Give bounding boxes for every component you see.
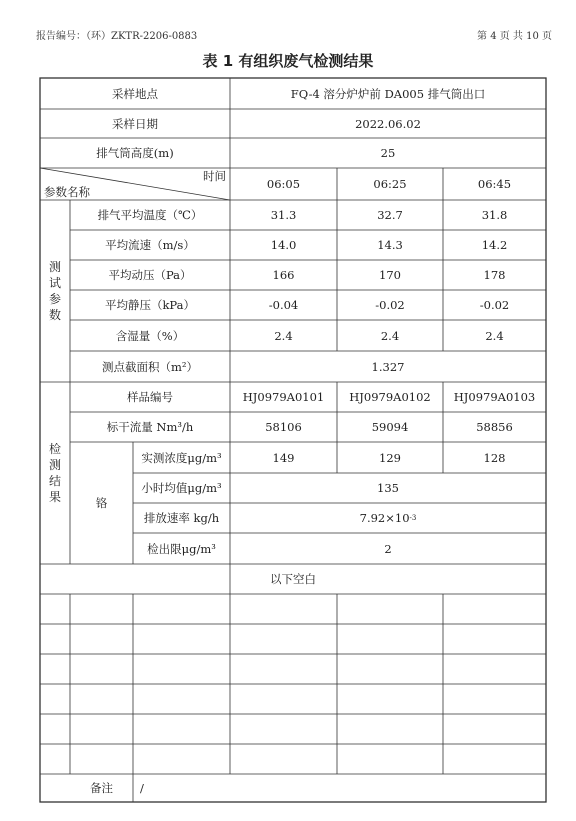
test-params-group-label: 测 试 参 数: [48, 260, 61, 322]
corner-param-label: 参数名称: [44, 184, 90, 199]
conc-value: 129: [379, 450, 401, 465]
param-value: 32.7: [377, 208, 403, 222]
param-value: -0.02: [479, 298, 510, 312]
conc-value: 149: [272, 450, 295, 465]
report-number: 报告编号：（环）ZKTR-2206-0883: [36, 31, 198, 42]
param-value: 31.3: [270, 208, 297, 222]
flow-value: 59094: [371, 420, 409, 434]
time-header: 06:25: [373, 177, 407, 191]
param-label: 平均流速（m/s）: [105, 238, 195, 252]
page-indicator: 第 4 页 共 10 页: [477, 31, 552, 42]
param-value: 178: [483, 268, 506, 282]
flow-label: 标干流量 Nm³/h: [106, 420, 194, 434]
param-value: 14.3: [377, 238, 403, 252]
sample-no-label: 样品编号: [127, 390, 173, 404]
remark-label: 备注: [90, 781, 113, 795]
rate-value-exponent: -3: [409, 514, 417, 522]
sampling-site-label: 采样地点: [112, 86, 158, 101]
flow-value: 58856: [476, 420, 513, 434]
stack-height-value: 25: [380, 146, 396, 160]
param-value: 14.2: [481, 238, 508, 252]
param-value: 2.4: [380, 328, 400, 343]
param-value: 170: [379, 268, 401, 282]
element-label: 铬: [95, 496, 108, 510]
flow-value: 58106: [265, 420, 302, 434]
sampling-site-value: FQ-4 溶分炉炉前 DA005 排气筒出口: [290, 86, 486, 101]
param-value: 166: [272, 268, 295, 282]
param-label: 平均动压（Pa）: [108, 268, 192, 282]
hourly-label: 小时均值μg/m³: [141, 481, 222, 495]
hourly-value: 135: [377, 481, 399, 495]
blank-below-marker: 以下空白: [270, 572, 316, 586]
time-header: 06:45: [477, 177, 512, 191]
sampling-date-value: 2022.06.02: [355, 116, 421, 131]
param-value: 2.4: [274, 328, 293, 343]
rate-value: [230, 503, 546, 533]
param-value: 31.8: [481, 208, 508, 222]
table-title: 表 1 有组织废气检测结果: [202, 52, 374, 70]
corner-time-label: 时间: [203, 169, 226, 183]
detection-limit-label: 检出限μg/m³: [147, 541, 216, 556]
conc-value: 128: [483, 450, 506, 465]
area-value: 1.327: [371, 359, 405, 374]
sample-no: HJ0979A0102: [349, 390, 431, 404]
param-label: 含湿量（%）: [115, 328, 185, 343]
param-label: 平均静压（kPa）: [104, 298, 196, 312]
result-group-label: 检 测 结 果: [48, 442, 61, 504]
param-value: 2.4: [485, 328, 504, 343]
rate-label: 排放速率 kg/h: [143, 511, 220, 525]
time-header: 06:05: [266, 177, 301, 191]
param-value: -0.02: [375, 298, 405, 312]
sample-no: HJ0979A0103: [453, 390, 536, 404]
rate-value-base: 7.92×10: [359, 511, 410, 525]
sampling-date-label: 采样日期: [112, 116, 158, 131]
detection-limit-value: 2: [384, 541, 392, 556]
sample-no: HJ0979A0101: [242, 390, 325, 404]
param-label: 排气平均温度（℃）: [97, 208, 203, 222]
conc-label: 实测浓度μg/m³: [141, 450, 222, 465]
remark-value: /: [140, 781, 144, 795]
area-label: 测点截面积（m²）: [101, 359, 198, 374]
param-value: -0.04: [268, 298, 299, 312]
stack-height-label: 排气筒高度(m): [96, 146, 174, 160]
param-value: 14.0: [270, 238, 297, 252]
